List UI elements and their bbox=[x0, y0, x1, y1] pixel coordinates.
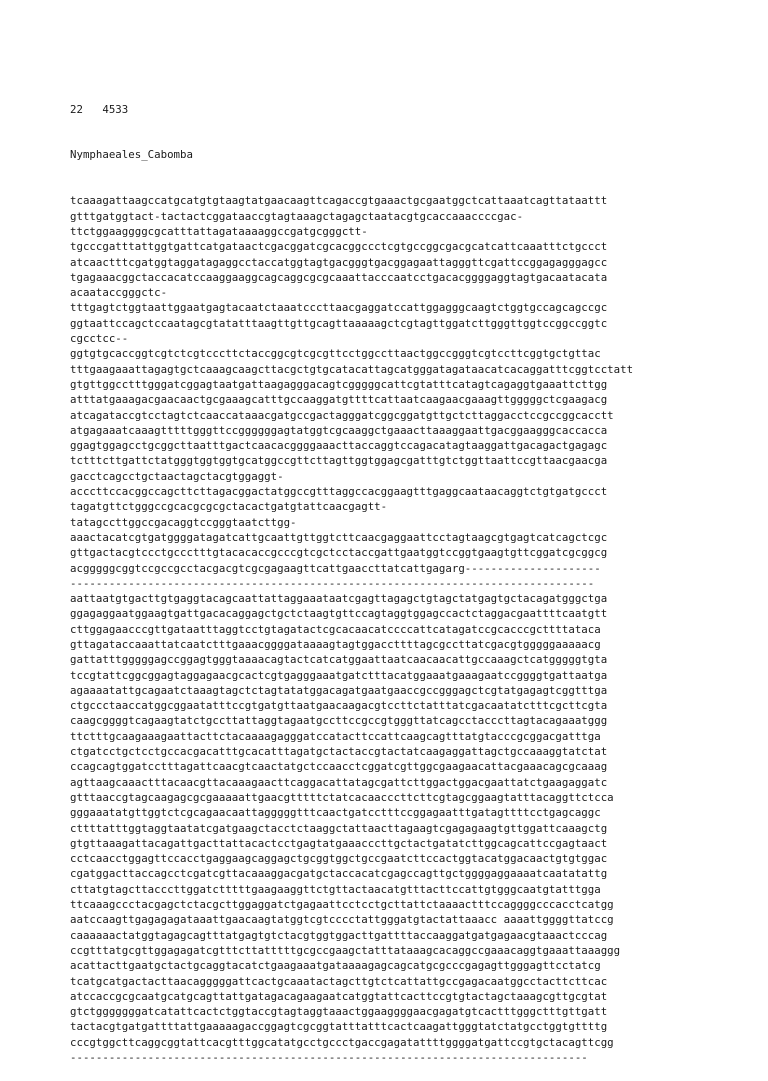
sequence-block bbox=[70, 193, 710, 1065]
sequence-line: atcagataccgtcctagtctcaaccataaacgatgccgactagggatcggcggatgttgctcttaggacctccgccggcacctt bbox=[70, 408, 614, 422]
sequence-line: tctttcttgattctatgggtggtggtgcatggccgttcttagttggtggagcgatttgtctggttaattccgttaacgaacga bbox=[70, 454, 608, 468]
sequence-line: ctgatcctgctcctgccacgacatttgcacatttagatgctactaccgtactatcaagaggattagctgccaaaggtatctat bbox=[70, 745, 608, 759]
sequence-line: ggagtggagcctgcggcttaatttgactcaacacggggaaacttaccaggtccagacatagtaaggattgacagactgagagc bbox=[70, 439, 608, 453]
sequence-line: gtgttggcctttgggatcggagtaatgattaagagggacagtcgggggcattcgtatttcatagtcagaggtgaaattcttgg bbox=[70, 377, 608, 391]
sequence-line: aatccaagttgagagagataaattgaacaagtatggtcgtcccctattgggatgtactattaaacc aaaattggggttatccg bbox=[70, 913, 614, 927]
sequence-line: agttaagcaaactttacaacgttacaaagaacttcaggacattatagcgattcttggactggacgaattatctgaagaggatc bbox=[70, 775, 608, 789]
sequence-line: cttttatttggtaggtaatatcgatgaagctacctctaaggctattaacttagaagtcgagagaagtgttggattcaaagctg bbox=[70, 821, 608, 835]
sequence-line: tttgaagaaattagagtgctcaaagcaagcttacgctgtgcatacattagcatgggatagataacatcacaggatttcggtcctatt bbox=[70, 362, 634, 376]
sequence-line: gggaaatatgttggtctcgcagaacaattagggggtttcaactgatcctttccggagaatttgatagttttcctgagcaggc bbox=[70, 806, 601, 820]
sequence-line: gacctcagcctgctaactagctacgtggaggt- bbox=[70, 469, 284, 483]
sequence-line: cgatggacttaccagcctcgatcgttacaaaggacgatgctaccacatcgagccagttgctggggaggaaaatcaatatattg bbox=[70, 867, 608, 881]
sequence-line: ggtgtgcaccggtcgtctcgtcccttctaccggcgtcgcgttcctggccttaactggccgggtcgtccttcggtgctgttac bbox=[70, 347, 601, 361]
sequence-line: cccgtggcttcaggcggtattcacgtttggcatatgcctgccctgaccgagatattttggggatgattccgtgctacagttcgg bbox=[70, 1035, 614, 1049]
sequence-line: --------------------------------------------------------------------------------- bbox=[70, 576, 595, 590]
taxon-name: Nymphaeales_Cabomba bbox=[70, 148, 193, 162]
sequence-line: tcatgcatgactacttaacagggggattcactgcaaatactagcttgtctcattattgccgagacaatggcctacttcttcac bbox=[70, 974, 608, 988]
sequence-line: acaataccgggctc- bbox=[70, 286, 168, 300]
sequence-line: aattaatgtgacttgtgaggtacagcaattattaggaaataatcgagttagagctgtagctatgagtgctacagatgggctga bbox=[70, 592, 608, 606]
sequence-line: gattatttgggggagccggagtgggtaaaacagtactcatcatggaattaatcaacaacattgccaaagctcatgggggtgta bbox=[70, 653, 608, 667]
sequence-line: acgggggcggtccgccgcctacgacgtcgcgagaagttcattgaaccttatcattgagarg--------------------- bbox=[70, 561, 601, 575]
sequence-document bbox=[70, 71, 710, 1081]
sequence-line: caaaaaactatggtagagcagtttatgagtgtctacgtggtggacttgattttaccaaggatgatgagaacgtaaactcccag bbox=[70, 928, 608, 942]
sequence-line: ttcaaagccctacgagctctacgcttggaggatctgagaattcctcctgcttattctaaaactttccaggggcccacctcatgg bbox=[70, 898, 614, 912]
sequence-line: atcaactttcgatggtaggatagaggcctaccatggtagtgacgggtgacggagaattagggttcgattccggagagggagcc bbox=[70, 255, 608, 269]
sequence-line: gttgactacgtccctgccctttgtacacaccgcccgtcgctcctaccgattgaatggtccggtgaagtgttcggatcgcggcg bbox=[70, 546, 608, 560]
sequence-line: cttatgtagcttacccttggatctttttgaagaaggttctgttactaacatgtttacttccattgtgggcaatgtatttgga bbox=[70, 882, 601, 896]
sequence-line: gttagataccaaattatcaatctttgaaacggggataaaagtagtggaccttttagcgccttatcgacgtgggggaaaaacg bbox=[70, 637, 601, 651]
sequence-line: ggagaggaatggaagtgattgacacaggagctgctctaagtgttccagtaggtggagccactctaggacgaattttcaatgtt bbox=[70, 607, 608, 621]
sequence-line: -------------------------------------------------------------------------------- bbox=[70, 1051, 588, 1064]
sequence-line: ttctggaaggggcgcatttattagataaaaggccgatgcgggctt- bbox=[70, 224, 368, 238]
sequence-line: acattacttgaatgctactgcaggtacatctgaagaaatgataaaagagcagcatgcgcccgagagttgggagttcctatcg bbox=[70, 959, 601, 973]
sequence-line: caagcggggtcagaagtatctgccttattaggtagaatgccttccgccgtgggttatcagcctacccttagtacagaaatggg bbox=[70, 714, 608, 728]
sequence-line: atccaccgcgcaatgcatgcagttattgatagacagaagaatcatggtattcacttccgtgtactagctaaagcgttgcgtat bbox=[70, 989, 608, 1003]
sequence-line: cctcaacctggagttccacctgaggaagcaggagctgcggtggctgccgaatcttccactggtacatggacaactgtgtggac bbox=[70, 852, 608, 866]
sequence-line: agaaaatattgcagaatctaaagtagctctagtatatggacagatgaatgaaccgccgggagctcgtatgagagtcggtttga bbox=[70, 683, 608, 697]
sequence-line: ccgtttatgcgttggagagatcgtttcttatttttgcgccgaagctatttataaagcacaggccgaaacaggtgaaattaaaggg bbox=[70, 943, 621, 957]
sequence-line: ccagcagtggatcctttagattcaacgtcaactatgctccaacctcggatcgttggcgaagaacattacgaaacagcgcaaag bbox=[70, 760, 608, 774]
sequence-line: tgagaaacggctaccacatccaaggaaggcagcaggcgcgcaaattacccaatcctgacacggggaggtagtgacaatacata bbox=[70, 270, 608, 284]
sequence-line: atgagaaatcaaagtttttgggttccggggggagtatggtcgcaaggctgaaacttaaaggaattgacggaagggcaccacca bbox=[70, 423, 608, 437]
sequence-line: acccttccacggccagcttcttagacggactatggccgtttaggccacggaagtttgaggcaataacaggtctgtgatgccct bbox=[70, 485, 608, 499]
sequence-line: tagatgttctgggccgcacgcgcgctacactgatgtattcaacgagtt- bbox=[70, 500, 388, 514]
sequence-line: tcaaagattaagccatgcatgtgtaagtatgaacaagttcagaccgtgaaactgcgaatggctcattaaatcagttataattt bbox=[70, 194, 608, 208]
sequence-line: ctgccctaaccatggcggaatatttccgtgatgttaatgaacaagacgtccttctatttatcgacaatatctttcgcttcgta bbox=[70, 699, 608, 713]
sequence-line: atttatgaaagacgaacaactgcgaaagcatttgccaaggatgttttcattaatcaagaacgaaagttgggggctcgaagacg bbox=[70, 393, 608, 407]
sequence-line: tatagccttggccgacaggtccgggtaatcttgg- bbox=[70, 515, 297, 529]
sequence-line: tccgtattcggcggagtaggagaacgcactcgtgagggaaatgatctttacatggaaatgaaagaatccggggtgattaatga bbox=[70, 668, 608, 682]
sequence-line: gtctgggggggatcatattcactctggtaccgtagtaggtaaactggaaggggaacgagatgtcactttgggctttgttgatt bbox=[70, 1005, 608, 1019]
sequence-line: ttctttgcaagaaagaattacttctacaaaagagggatccatacttccattcaagcagtttatgtacccgcggacgatttga bbox=[70, 729, 601, 743]
sequence-line: tactacgtgatgattttattgaaaaagaccggagtcgcggtatttatttcactcaagattgggtatctatgcctggtgttttg bbox=[70, 1020, 608, 1034]
sequence-line: cttggagaacccgttgataatttaggtcctgtagatactcgcacaacatccccattcatagatccgcacccgcttttataca bbox=[70, 622, 601, 636]
alignment-counts: 22 4533 bbox=[70, 102, 129, 116]
sequence-line: tgcccgatttattggtgattcatgataactcgacggatcgcacggccctcgtgccggcgacgcatcattcaaatttctgccct bbox=[70, 240, 608, 254]
sequence-line: ggtaattccagctccaatagcgtatatttaagttgttgcagttaaaaagctcgtagttggatcttgggttggtccggccggtc bbox=[70, 316, 608, 330]
sequence-line: aaactacatcgtgatggggatagatcattgcaattgttggtcttcaacgaggaattcctagtaagcgtgagtcatcagctcgc bbox=[70, 530, 608, 544]
sequence-line: gtttgatggtact-tactactcggataaccgtagtaaagctagagctaatacgtgcaccaaaccccgac- bbox=[70, 209, 524, 223]
sequence-line: gtttaaccgtagcaagagcgcgaaaaattgaacgtttttctatcacaacccttcttcgtagcggaagtatttacaggttctcca bbox=[70, 790, 614, 804]
sequence-line: gtgttaaagattacagattgacttattacactcctgagtatgaaacccttgctactgatatcttggcagcattccgagtaact bbox=[70, 836, 608, 850]
sequence-line: cgcctcc-- bbox=[70, 332, 129, 346]
sequence-line: tttgagtctggtaattggaatgagtacaatctaaatcccttaacgaggatccattggagggcaagtctggtgccagcagccgc bbox=[70, 301, 608, 315]
